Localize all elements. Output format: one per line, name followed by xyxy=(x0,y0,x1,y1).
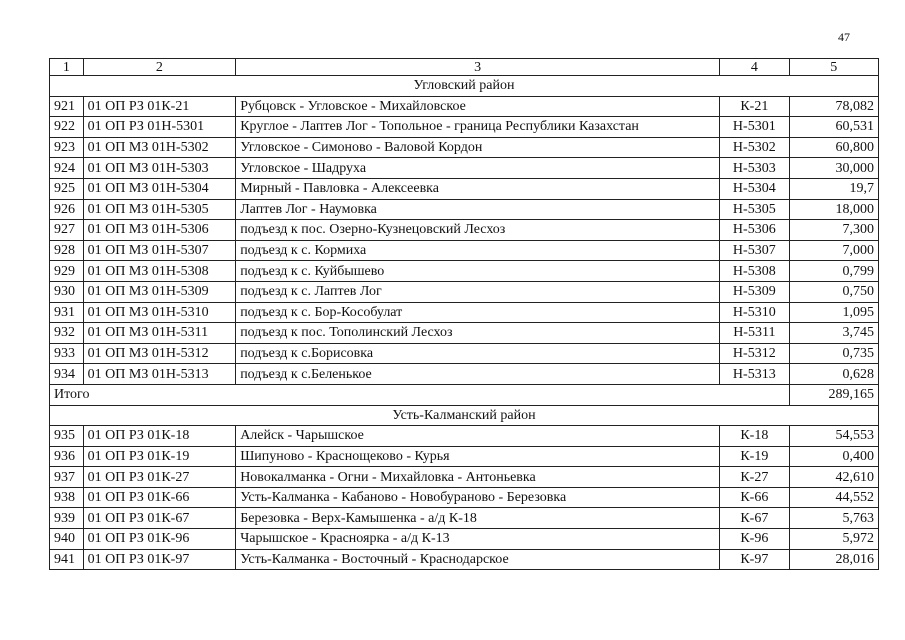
road-name-cell: Березовка - Верх-Камышенка - а/д К-18 xyxy=(236,508,720,529)
row-number-cell: 936 xyxy=(50,446,84,467)
row-number-cell: 939 xyxy=(50,508,84,529)
section-title: Усть-Калманский район xyxy=(50,405,879,426)
road-index-cell: Н-5313 xyxy=(720,364,789,385)
road-index-cell: К-66 xyxy=(720,487,789,508)
road-length-cell: 0,799 xyxy=(789,261,878,282)
road-length-cell: 19,7 xyxy=(789,178,878,199)
road-length-cell: 5,972 xyxy=(789,529,878,550)
road-length-cell: 3,745 xyxy=(789,323,878,344)
table-row xyxy=(50,220,879,241)
road-code-cell: 01 ОП РЗ 01К-21 xyxy=(83,96,236,117)
road-name-cell: Усть-Калманка - Кабаново - Новобураново - Березовка xyxy=(236,487,720,508)
road-code-cell: 01 ОП РЗ 01К-97 xyxy=(83,549,236,570)
road-name-cell: Угловское - Шадруха xyxy=(236,158,720,179)
road-index-cell: Н-5303 xyxy=(720,158,789,179)
road-code-cell: 01 ОП МЗ 01Н-5313 xyxy=(83,364,236,385)
table-row xyxy=(50,549,879,570)
column-header: 4 xyxy=(720,59,789,76)
road-name-cell: Мирный - Павловка - Алексеевка xyxy=(236,178,720,199)
table-row xyxy=(50,261,879,282)
road-index-cell: Н-5302 xyxy=(720,137,789,158)
road-length-cell: 60,531 xyxy=(789,117,878,138)
total-value: 289,165 xyxy=(789,384,878,405)
section-row xyxy=(50,76,879,97)
road-index-cell: К-19 xyxy=(720,446,789,467)
road-length-cell: 7,000 xyxy=(789,240,878,261)
road-code-cell: 01 ОП РЗ 01К-67 xyxy=(83,508,236,529)
page-number: 47 xyxy=(838,30,850,44)
column-header: 5 xyxy=(789,59,878,76)
table-row xyxy=(50,364,879,385)
table-row xyxy=(50,467,879,488)
header-row xyxy=(50,59,879,76)
row-number-cell: 938 xyxy=(50,487,84,508)
table-row xyxy=(50,117,879,138)
road-index-cell: Н-5307 xyxy=(720,240,789,261)
table-row xyxy=(50,343,879,364)
road-length-cell: 60,800 xyxy=(789,137,878,158)
row-number-cell: 931 xyxy=(50,302,84,323)
column-header: 2 xyxy=(83,59,236,76)
row-number-cell: 924 xyxy=(50,158,84,179)
road-name-cell: Угловское - Симоново - Валовой Кордон xyxy=(236,137,720,158)
road-index-cell: К-21 xyxy=(720,96,789,117)
table-body xyxy=(50,76,879,570)
road-index-cell: Н-5309 xyxy=(720,281,789,302)
road-name-cell: подъезд к пос. Озерно-Кузнецовский Лесхоз xyxy=(236,220,720,241)
road-name-cell: Лаптев Лог - Наумовка xyxy=(236,199,720,220)
road-code-cell: 01 ОП РЗ 01К-66 xyxy=(83,487,236,508)
road-length-cell: 0,750 xyxy=(789,281,878,302)
road-name-cell: подъезд к с.Беленькое xyxy=(236,364,720,385)
road-index-cell: Н-5308 xyxy=(720,261,789,282)
road-index-cell: Н-5304 xyxy=(720,178,789,199)
road-code-cell: 01 ОП МЗ 01Н-5307 xyxy=(83,240,236,261)
row-number-cell: 923 xyxy=(50,137,84,158)
row-number-cell: 932 xyxy=(50,323,84,344)
table-row xyxy=(50,178,879,199)
road-code-cell: 01 ОП РЗ 01Н-5301 xyxy=(83,117,236,138)
road-code-cell: 01 ОП МЗ 01Н-5308 xyxy=(83,261,236,282)
road-index-cell: Н-5310 xyxy=(720,302,789,323)
table-row xyxy=(50,281,879,302)
road-name-cell: Круглое - Лаптев Лог - Топольное - граница Республики Казахстан xyxy=(236,117,720,138)
road-index-cell: Н-5305 xyxy=(720,199,789,220)
table-row xyxy=(50,302,879,323)
road-length-cell: 1,095 xyxy=(789,302,878,323)
road-code-cell: 01 ОП МЗ 01Н-5304 xyxy=(83,178,236,199)
road-index-cell: К-18 xyxy=(720,426,789,447)
row-number-cell: 929 xyxy=(50,261,84,282)
section-title: Угловский район xyxy=(50,76,879,97)
road-name-cell: Шипуново - Краснощеково - Курья xyxy=(236,446,720,467)
road-code-cell: 01 ОП РЗ 01К-18 xyxy=(83,426,236,447)
road-length-cell: 5,763 xyxy=(789,508,878,529)
road-name-cell: Новокалманка - Огни - Михайловка - Антоньевка xyxy=(236,467,720,488)
road-length-cell: 78,082 xyxy=(789,96,878,117)
road-length-cell: 0,400 xyxy=(789,446,878,467)
table-row xyxy=(50,96,879,117)
table-row xyxy=(50,446,879,467)
row-number-cell: 928 xyxy=(50,240,84,261)
row-number-cell: 934 xyxy=(50,364,84,385)
table-row xyxy=(50,323,879,344)
road-name-cell: Алейск - Чарышское xyxy=(236,426,720,447)
row-number-cell: 933 xyxy=(50,343,84,364)
road-index-cell: К-27 xyxy=(720,467,789,488)
row-number-cell: 941 xyxy=(50,549,84,570)
road-length-cell: 0,628 xyxy=(789,364,878,385)
road-length-cell: 42,610 xyxy=(789,467,878,488)
total-label: Итого xyxy=(50,384,790,405)
road-index-cell: К-97 xyxy=(720,549,789,570)
road-code-cell: 01 ОП РЗ 01К-27 xyxy=(83,467,236,488)
road-name-cell: подъезд к с. Лаптев Лог xyxy=(236,281,720,302)
road-name-cell: Рубцовск - Угловское - Михайловское xyxy=(236,96,720,117)
row-number-cell: 935 xyxy=(50,426,84,447)
road-length-cell: 54,553 xyxy=(789,426,878,447)
road-name-cell: подъезд к с. Бор-Кособулат xyxy=(236,302,720,323)
table-row xyxy=(50,508,879,529)
road-index-cell: Н-5306 xyxy=(720,220,789,241)
row-number-cell: 937 xyxy=(50,467,84,488)
road-name-cell: подъезд к с.Борисовка xyxy=(236,343,720,364)
row-number-cell: 940 xyxy=(50,529,84,550)
road-length-cell: 30,000 xyxy=(789,158,878,179)
row-number-cell: 926 xyxy=(50,199,84,220)
road-length-cell: 18,000 xyxy=(789,199,878,220)
road-code-cell: 01 ОП РЗ 01К-96 xyxy=(83,529,236,550)
table-row xyxy=(50,529,879,550)
road-code-cell: 01 ОП МЗ 01Н-5310 xyxy=(83,302,236,323)
road-index-cell: Н-5301 xyxy=(720,117,789,138)
row-number-cell: 925 xyxy=(50,178,84,199)
road-name-cell: подъезд к пос. Тополинский Лесхоз xyxy=(236,323,720,344)
road-length-cell: 0,735 xyxy=(789,343,878,364)
road-code-cell: 01 ОП МЗ 01Н-5303 xyxy=(83,158,236,179)
column-header: 1 xyxy=(50,59,84,76)
road-code-cell: 01 ОП МЗ 01Н-5311 xyxy=(83,323,236,344)
table-row xyxy=(50,487,879,508)
table-row xyxy=(50,158,879,179)
road-name-cell: подъезд к с. Куйбышево xyxy=(236,261,720,282)
table-row xyxy=(50,240,879,261)
table-row xyxy=(50,199,879,220)
road-code-cell: 01 ОП МЗ 01Н-5306 xyxy=(83,220,236,241)
table-row xyxy=(50,426,879,447)
table-row xyxy=(50,137,879,158)
road-index-cell: К-96 xyxy=(720,529,789,550)
road-name-cell: Усть-Калманка - Восточный - Краснодарское xyxy=(236,549,720,570)
road-code-cell: 01 ОП МЗ 01Н-5312 xyxy=(83,343,236,364)
road-code-cell: 01 ОП МЗ 01Н-5305 xyxy=(83,199,236,220)
road-index-cell: Н-5311 xyxy=(720,323,789,344)
section-row xyxy=(50,405,879,426)
road-index-cell: К-67 xyxy=(720,508,789,529)
row-number-cell: 921 xyxy=(50,96,84,117)
row-number-cell: 922 xyxy=(50,117,84,138)
column-header: 3 xyxy=(236,59,720,76)
roads-table xyxy=(49,58,879,570)
road-name-cell: Чарышское - Красноярка - а/д К-13 xyxy=(236,529,720,550)
total-row xyxy=(50,384,879,405)
road-code-cell: 01 ОП МЗ 01Н-5302 xyxy=(83,137,236,158)
row-number-cell: 930 xyxy=(50,281,84,302)
road-index-cell: Н-5312 xyxy=(720,343,789,364)
road-code-cell: 01 ОП РЗ 01К-19 xyxy=(83,446,236,467)
road-length-cell: 28,016 xyxy=(789,549,878,570)
row-number-cell: 927 xyxy=(50,220,84,241)
road-length-cell: 44,552 xyxy=(789,487,878,508)
road-code-cell: 01 ОП МЗ 01Н-5309 xyxy=(83,281,236,302)
road-name-cell: подъезд к с. Кормиха xyxy=(236,240,720,261)
road-length-cell: 7,300 xyxy=(789,220,878,241)
